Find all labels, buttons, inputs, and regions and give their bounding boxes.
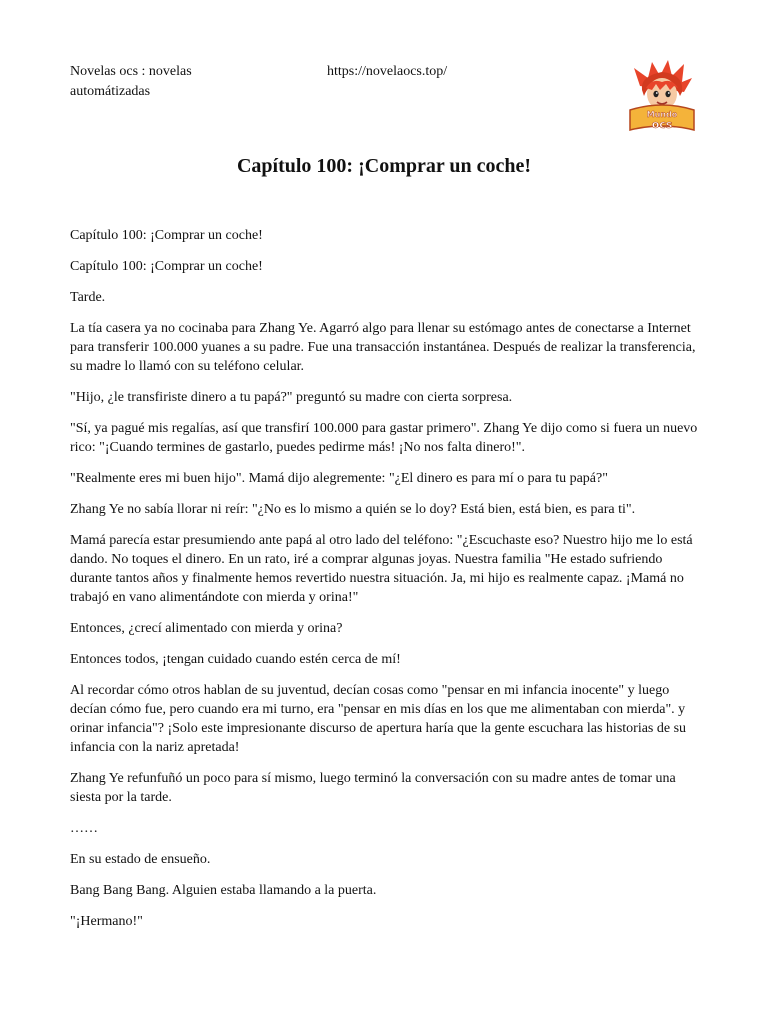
mundo-ocs-logo-icon bbox=[626, 60, 698, 134]
paragraph: Entonces todos, ¡tengan cuidado cuando estén cerca de mí! bbox=[70, 652, 401, 667]
paragraph: Zhang Ye refunfuñó un poco para sí mismo, luego terminó la conversación con su madre antes de tomar una siesta por la tarde. bbox=[70, 771, 676, 805]
paragraph: "Sí, ya pagué mis regalías, así que transfirí 100.000 para gastar primero". Zhang Ye dijo como si fuera un nuevo rico: "¡Cuando termines de gastarlo, puedes pedirme más! ¡No nos falta dinero!". bbox=[70, 421, 698, 455]
paragraph: Mamá parecía estar presumiendo ante papá al otro lado del teléfono: "¿Escuchaste eso? Nuestro hijo me lo está dando. No toques el dinero. En un rato, iré a comprar algunas joyas. Nuestra familia "He estado sufriendo durante tantos años y finalmente hemos revertido nuestra situación. Ja, mi hijo es realmente capaz. ¡Mamá no trabajó en vano alimentándote con mierda y orina!" bbox=[70, 533, 693, 605]
chapter-title: Capítulo 100: ¡Comprar un coche! bbox=[236, 155, 532, 177]
paragraph: "¡Hermano!" bbox=[70, 914, 143, 929]
paragraph: Capítulo 100: ¡Comprar un coche! bbox=[70, 228, 263, 243]
page-header bbox=[70, 62, 700, 142]
paragraph: "Hijo, ¿le transfiriste dinero a tu papá?" preguntó su madre con cierta sorpresa. bbox=[70, 390, 513, 405]
paragraph: Al recordar cómo otros hablan de su juventud, decían cosas como "pensar en mi infancia inocente" y luego decían cómo fue, pero cuando era mi turno, era "pensar en mis días en los que me alimentaban con mierda". y orinar infancia"? ¡Solo este impresionante discurso de apertura haría que la gente escuchara las historias de su infancia con la nariz apretada! bbox=[70, 683, 687, 755]
paragraph: La tía casera ya no cocinaba para Zhang Ye. Agarró algo para llenar su estómago antes de conectarse a Internet para transferir 100.000 yuanes a su padre. Fue una transacción instantánea. Después de realizar la transferencia, su madre lo llamó con su teléfono celular. bbox=[70, 321, 696, 374]
paragraph: Capítulo 100: ¡Comprar un coche! bbox=[70, 259, 263, 274]
paragraph: "Realmente eres mi buen hijo". Mamá dijo alegremente: "¿El dinero es para mí o para tu papá?" bbox=[70, 471, 608, 486]
svg-text:ocs: ocs bbox=[651, 118, 673, 131]
svg-text:Mundo: Mundo bbox=[646, 110, 678, 119]
paragraph: Bang Bang Bang. Alguien estaba llamando a la puerta. bbox=[70, 883, 377, 898]
paragraph: Entonces, ¿crecí alimentado con mierda y orina? bbox=[70, 621, 343, 636]
paragraph: En su estado de ensueño. bbox=[70, 852, 211, 867]
paragraph: Zhang Ye no sabía llorar ni reír: "¿No es lo mismo a quién se lo doy? Está bien, está bien, es para ti". bbox=[70, 502, 636, 517]
site-url-link[interactable]: https://novelaocs.top/ bbox=[327, 64, 448, 79]
paragraph: …… bbox=[70, 821, 98, 836]
chapter-content bbox=[70, 226, 700, 943]
paragraph: Tarde. bbox=[70, 290, 106, 305]
site-name: Novelas ocs : novelas automátizadas bbox=[70, 64, 192, 99]
